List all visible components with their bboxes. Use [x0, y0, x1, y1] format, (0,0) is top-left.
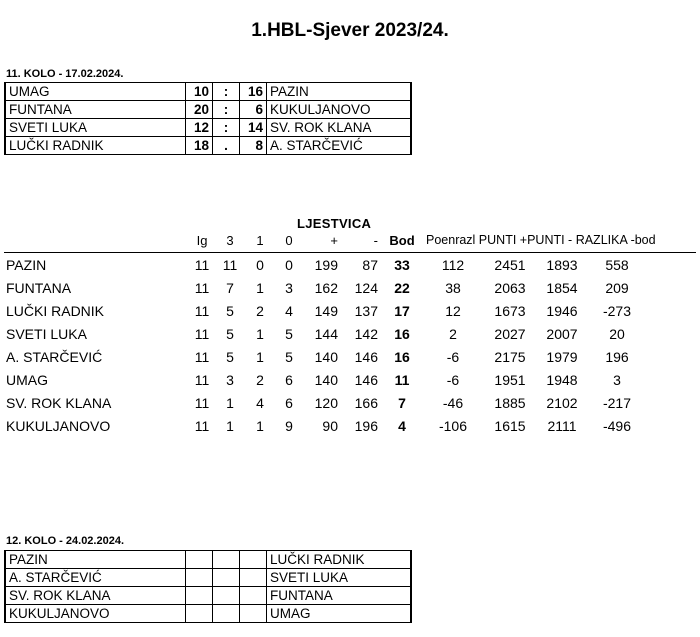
- punti-minus: 1979: [546, 349, 578, 365]
- round-12-fixtures-table: [4, 550, 412, 623]
- home-team: SVETI LUKA: [5, 119, 186, 137]
- away-score: [240, 551, 267, 569]
- team-name: PAZIN: [6, 257, 47, 273]
- standings-row: [4, 391, 696, 414]
- punti-difference: -496: [602, 418, 632, 434]
- punti-minus: 2102: [546, 395, 578, 411]
- wins: 1: [226, 395, 234, 411]
- away-team: PAZIN: [267, 83, 412, 101]
- team-name: KUKULJANOVO: [6, 418, 111, 434]
- round-11-label: 11. KOLO - 17.02.2024.: [6, 68, 124, 80]
- away-score: [240, 587, 267, 605]
- draws: 2: [256, 372, 264, 388]
- points: 16: [394, 349, 410, 365]
- header-points: Bod: [389, 233, 415, 248]
- points: 4: [398, 418, 406, 434]
- losses: 3: [285, 280, 293, 296]
- losses: 0: [285, 257, 293, 273]
- points: 33: [394, 257, 410, 273]
- points: 11: [394, 372, 410, 388]
- draws: 0: [256, 257, 264, 273]
- goals-for: 149: [314, 303, 338, 319]
- draws: 1: [256, 326, 264, 342]
- goal-difference: -6: [446, 372, 460, 388]
- goals-for: 199: [314, 257, 338, 273]
- losses: 6: [285, 372, 293, 388]
- team-name: A. STARČEVIĆ: [6, 349, 103, 365]
- punti-plus: 1951: [494, 372, 526, 388]
- punti-difference: -217: [602, 395, 632, 411]
- header-losses: 0: [285, 233, 293, 248]
- match-row: [5, 587, 411, 605]
- goals-for: 120: [314, 395, 338, 411]
- wins: 7: [226, 280, 234, 296]
- home-team: LUČKI RADNIK: [5, 137, 186, 155]
- standings-title: LJESTVICA: [297, 216, 372, 231]
- goal-difference: 112: [441, 257, 465, 273]
- punti-plus: 2175: [494, 349, 526, 365]
- match-row: [5, 605, 411, 623]
- punti-difference: 20: [609, 326, 625, 342]
- team-name: SV. ROK KLANA: [6, 395, 112, 411]
- home-team: UMAG: [5, 83, 186, 101]
- goals-against: 166: [354, 395, 378, 411]
- played: 11: [194, 280, 210, 296]
- home-team: A. STARČEVIĆ: [5, 569, 186, 587]
- away-team: SV. ROK KLANA: [267, 119, 412, 137]
- punti-minus: 1854: [546, 280, 578, 296]
- match-row: [5, 551, 411, 569]
- home-score: [186, 551, 213, 569]
- goal-difference: 2: [449, 326, 457, 342]
- away-team: LUČKI RADNIK: [267, 551, 412, 569]
- points: 16: [394, 326, 410, 342]
- score-separator: :: [213, 101, 240, 119]
- goals-against: 124: [354, 280, 378, 296]
- goal-difference: -106: [438, 418, 468, 434]
- standings-row: [4, 345, 696, 368]
- goals-for: 140: [314, 372, 338, 388]
- goals-for: 162: [314, 280, 338, 296]
- goals-for: 90: [322, 418, 338, 434]
- losses: 5: [285, 349, 293, 365]
- wins: 3: [226, 372, 234, 388]
- punti-plus: 1673: [494, 303, 526, 319]
- played: 11: [194, 326, 210, 342]
- score-separator: [213, 569, 240, 587]
- punti-plus: 2027: [494, 326, 526, 342]
- header-goals-for: +: [330, 233, 338, 248]
- punti-minus: 1948: [546, 372, 578, 388]
- punti-difference: -273: [602, 303, 632, 319]
- away-score: 16: [240, 83, 267, 101]
- round-12-label: 12. KOLO - 24.02.2024.: [6, 535, 125, 547]
- standings-header-row: [4, 232, 696, 253]
- away-score: 6: [240, 101, 267, 119]
- team-name: FUNTANA: [6, 280, 72, 296]
- away-team: SVETI LUKA: [267, 569, 412, 587]
- team-name: UMAG: [6, 372, 48, 388]
- draws: 2: [256, 303, 264, 319]
- header-goals-against: -: [373, 233, 378, 248]
- losses: 5: [285, 326, 293, 342]
- home-team: PAZIN: [5, 551, 186, 569]
- goals-against: 146: [354, 372, 378, 388]
- team-name: SVETI LUKA: [6, 326, 87, 342]
- away-score: [240, 605, 267, 623]
- punti-minus: 2007: [546, 326, 578, 342]
- losses: 9: [285, 418, 293, 434]
- punti-minus: 1893: [546, 257, 578, 273]
- punti-plus: 1885: [494, 395, 526, 411]
- home-score: [186, 569, 213, 587]
- goals-for: 144: [314, 326, 338, 342]
- standings-row: [4, 414, 696, 437]
- goal-difference: -46: [442, 395, 464, 411]
- goals-against: 87: [362, 257, 378, 273]
- score-separator: [213, 551, 240, 569]
- goals-against: 137: [354, 303, 378, 319]
- wins: 5: [226, 326, 234, 342]
- played: 11: [194, 418, 210, 434]
- home-team: KUKULJANOVO: [5, 605, 186, 623]
- punti-difference: 196: [605, 349, 629, 365]
- match-row: [5, 119, 411, 137]
- punti-difference: 558: [605, 257, 629, 273]
- standings-row: [4, 368, 696, 391]
- draws: 4: [256, 395, 264, 411]
- points: 17: [394, 303, 410, 319]
- points: 7: [398, 395, 406, 411]
- goal-difference: 38: [445, 280, 461, 296]
- header-extra-columns: Poenrazl PUNTI +PUNTI - RAZLIKA -bod: [426, 233, 656, 247]
- score-separator: .: [213, 137, 240, 155]
- score-separator: :: [213, 119, 240, 137]
- home-team: SV. ROK KLANA: [5, 587, 186, 605]
- punti-difference: 209: [605, 280, 629, 296]
- home-score: [186, 587, 213, 605]
- match-row: [5, 137, 411, 155]
- draws: 1: [256, 418, 264, 434]
- header-played: Ig: [196, 233, 208, 248]
- punti-minus: 1946: [546, 303, 578, 319]
- standings-row: [4, 253, 696, 276]
- draws: 1: [256, 349, 264, 365]
- losses: 4: [285, 303, 293, 319]
- punti-plus: 2063: [494, 280, 526, 296]
- score-separator: [213, 605, 240, 623]
- away-score: 8: [240, 137, 267, 155]
- home-score: [186, 605, 213, 623]
- score-separator: :: [213, 83, 240, 101]
- goal-difference: 12: [445, 303, 461, 319]
- away-team: UMAG: [267, 605, 412, 623]
- match-row: [5, 569, 411, 587]
- home-score: 18: [186, 137, 213, 155]
- played: 11: [194, 257, 210, 273]
- away-score: [240, 569, 267, 587]
- punti-plus: 1615: [494, 418, 526, 434]
- match-row: [5, 83, 411, 101]
- away-team: A. STARČEVIĆ: [267, 137, 412, 155]
- played: 11: [194, 372, 210, 388]
- team-name: LUČKI RADNIK: [6, 303, 105, 319]
- match-row: [5, 101, 411, 119]
- header-wins: 3: [226, 233, 234, 248]
- played: 11: [194, 395, 210, 411]
- goals-for: 140: [314, 349, 338, 365]
- standings-row: [4, 322, 696, 345]
- played: 11: [194, 303, 210, 319]
- standings-row: [4, 299, 696, 322]
- goal-difference: -6: [446, 349, 460, 365]
- wins: 11: [222, 257, 238, 273]
- home-score: 20: [186, 101, 213, 119]
- wins: 1: [226, 418, 234, 434]
- goals-against: 142: [354, 326, 378, 342]
- wins: 5: [226, 349, 234, 365]
- punti-minus: 2111: [547, 418, 577, 434]
- standings-row: [4, 276, 696, 299]
- page-title: 1.HBL-Sjever 2023/24.: [251, 20, 449, 41]
- round-11-results-table: [4, 82, 412, 155]
- losses: 6: [285, 395, 293, 411]
- home-score: 12: [186, 119, 213, 137]
- standings-table: [4, 232, 696, 437]
- goals-against: 146: [354, 349, 378, 365]
- away-team: FUNTANA: [267, 587, 412, 605]
- punti-plus: 2451: [494, 257, 526, 273]
- played: 11: [194, 349, 210, 365]
- score-separator: [213, 587, 240, 605]
- header-draws: 1: [256, 233, 264, 248]
- points: 22: [394, 280, 410, 296]
- away-score: 14: [240, 119, 267, 137]
- home-score: 10: [186, 83, 213, 101]
- away-team: KUKULJANOVO: [267, 101, 412, 119]
- punti-difference: 3: [613, 372, 621, 388]
- home-team: FUNTANA: [5, 101, 186, 119]
- draws: 1: [256, 280, 264, 296]
- wins: 5: [226, 303, 234, 319]
- goals-against: 196: [354, 418, 378, 434]
